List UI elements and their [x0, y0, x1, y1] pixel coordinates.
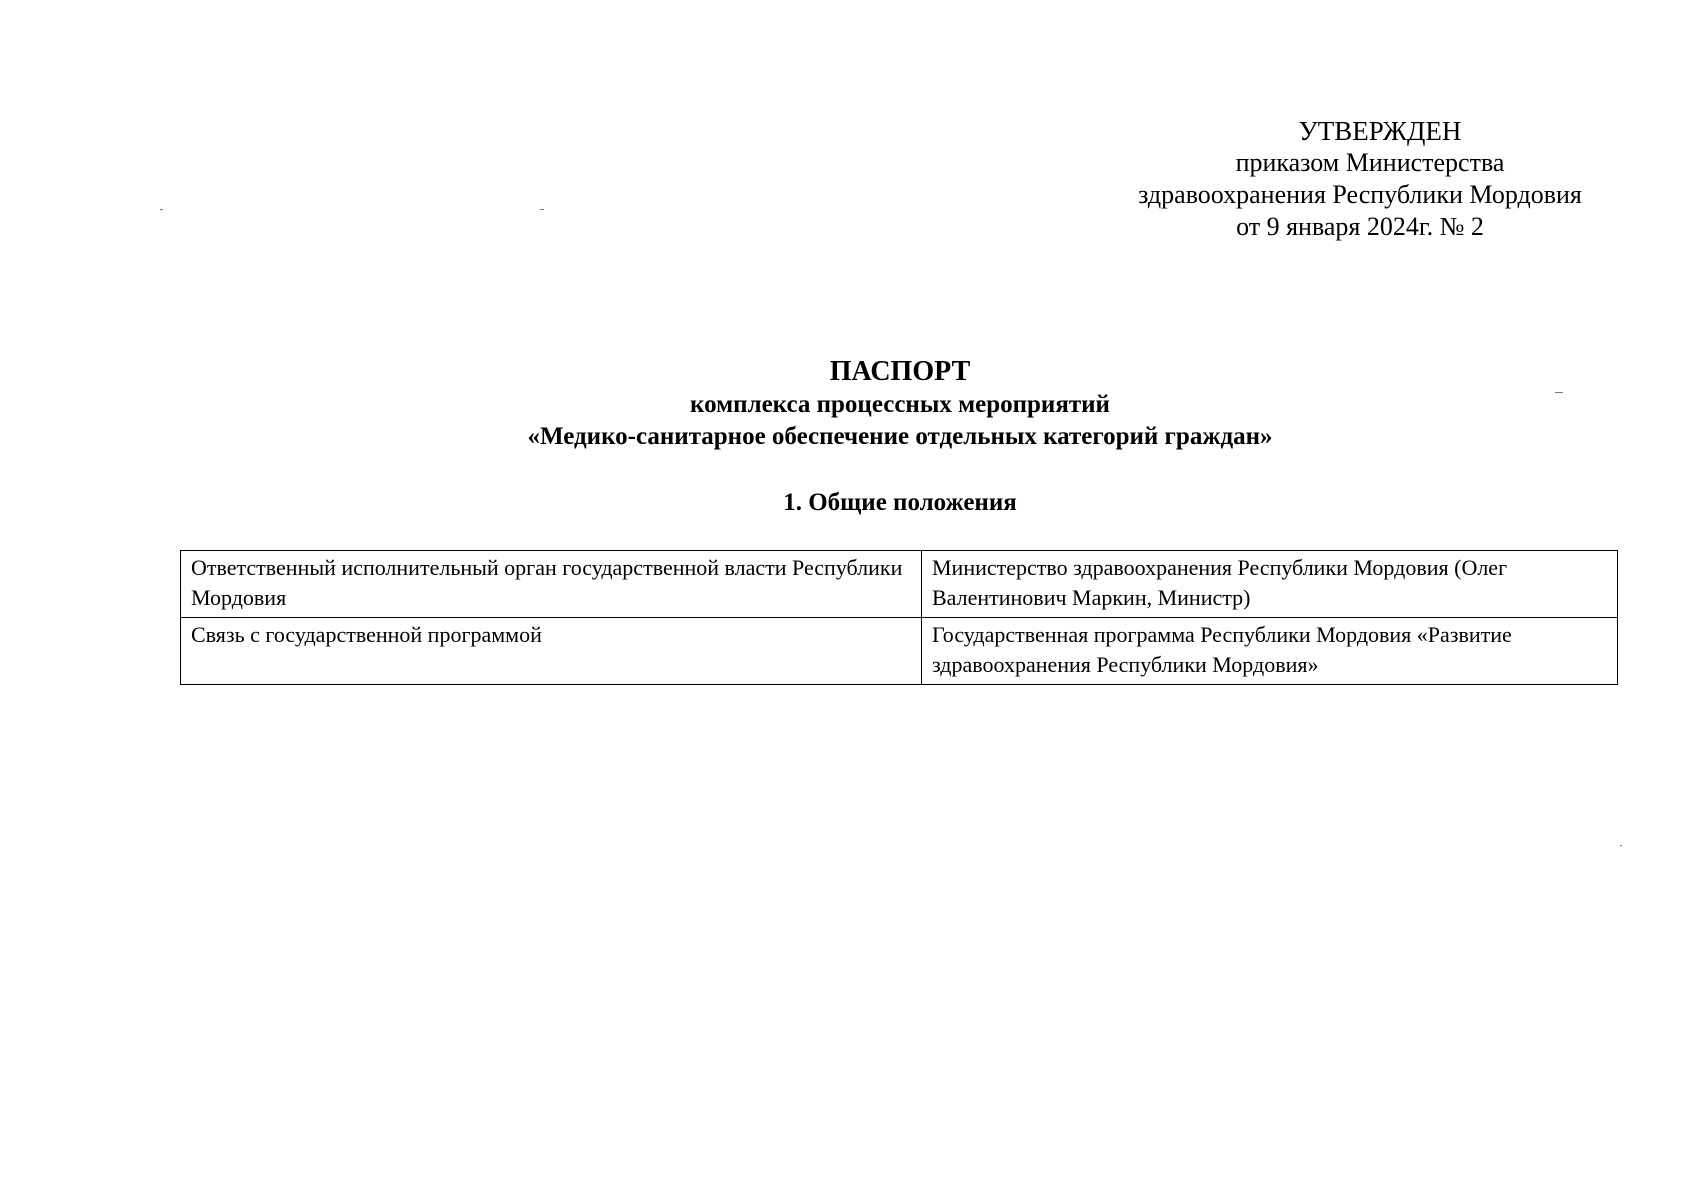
table-cell-label: Ответственный исполнительный орган государственной власти Республики Мордовия — [181, 551, 922, 618]
table-cell-value: Министерство здравоохранения Республики Мордовия (Олег Валентинович Маркин, Министр) — [922, 551, 1618, 618]
scan-speck — [160, 209, 163, 210]
table-cell-value: Государственная программа Республики Мордовия «Развитие здравоохранения Республики Мордовия» — [922, 618, 1618, 685]
approval-ministry: здравоохранения Республики Мордовия — [1138, 180, 1582, 209]
document-title — [0, 355, 1698, 453]
scan-speck — [1620, 845, 1622, 846]
title-program-name: «Медико-санитарное обеспечение отдельных категорий граждан» — [527, 423, 1273, 450]
approval-order: приказом Министерства — [1235, 148, 1505, 177]
title-passport: ПАСПОРТ — [829, 356, 971, 387]
section-heading: 1. Общие положения — [783, 489, 1017, 516]
table-row — [181, 551, 1618, 618]
approval-stamp — [1080, 115, 1640, 243]
general-provisions-table — [180, 550, 1618, 685]
approval-title: УТВЕРЖДЕН — [1298, 116, 1462, 146]
scan-speck — [540, 209, 544, 210]
table-cell-label: Связь с государственной программой — [181, 618, 922, 685]
scan-speck — [1555, 392, 1563, 393]
approval-date: от 9 января 2024г. № 2 — [1236, 212, 1484, 241]
table-row — [181, 618, 1618, 685]
title-subtitle: комплекса процессных мероприятий — [690, 391, 1110, 418]
